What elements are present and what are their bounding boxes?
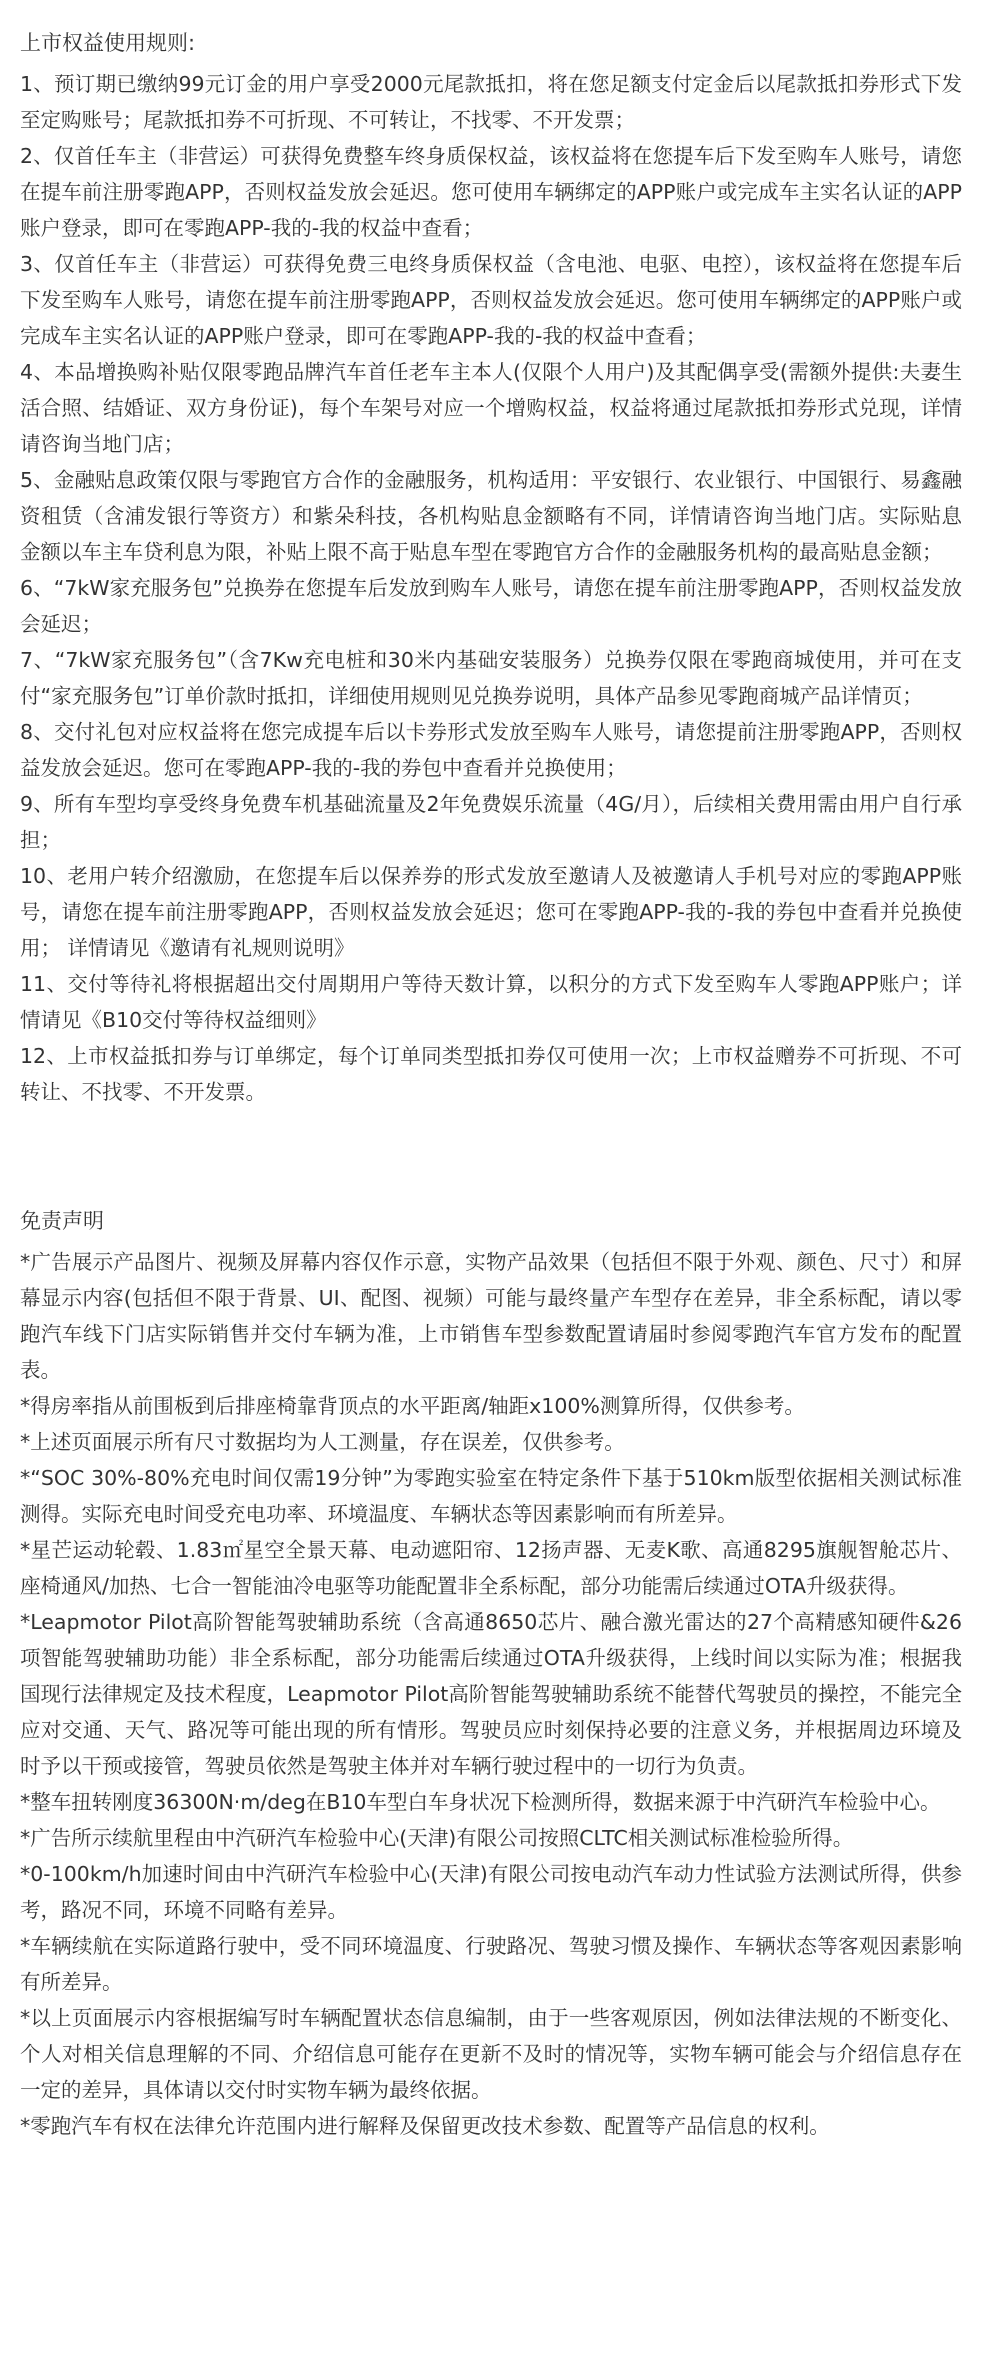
disclaimer-item: *“SOC 30%-80%充电时间仅需19分钟”为零跑实验室在特定条件下基于510km版型依据相关测试标准测得。实际充电时间受充电功率、环境温度、车辆状态等因素影响而有所差异。 [20, 1466, 962, 1526]
rule-item: 10、老用户转介绍激励，在您提车后以保养券的形式发放至邀请人及被邀请人手机号对应的零跑APP账号，请您在提车前注册零跑APP，否则权益发放会延迟；您可在零跑APP-我的-我的券包中查看并兑换使用； 详情请见《邀请有礼规则说明》 [20, 864, 962, 960]
disclaimer-item: *整车扭转刚度36300N·m/deg在B10车型白车身状况下检测所得，数据来源于中汽研汽车检验中心。 [20, 1790, 941, 1814]
disclaimer-item: *车辆续航在实际道路行驶中，受不同环境温度、行驶路况、驾驶习惯及操作、车辆状态等客观因素影响有所差异。 [20, 1934, 962, 1994]
rule-item: 2、仅首任车主（非营运）可获得免费整车终身质保权益，该权益将在您提车后下发至购车人账号，请您在提车前注册零跑APP，否则权益发放会延迟。您可使用车辆绑定的APP账户或完成车主实名认证的APP账户登录，即可在零跑APP-我的-我的权益中查看； [20, 144, 962, 240]
rule-item: 9、所有车型均享受终身免费车机基础流量及2年免费娱乐流量（4G/月），后续相关费用需由用户自行承担； [20, 792, 962, 852]
disclaimer-item: *0-100km/h加速时间由中汽研汽车检验中心(天津)有限公司按电动汽车动力性试验方法测试所得，供参考，路况不同，环境不同略有差异。 [20, 1862, 962, 1922]
rule-item: 6、“7kW家充服务包”兑换券在您提车后发放到购车人账号，请您在提车前注册零跑APP，否则权益发放会延迟； [20, 576, 962, 636]
rules-list [20, 66, 962, 1110]
rule-item: 5、金融贴息政策仅限与零跑官方合作的金融服务，机构适用：平安银行、农业银行、中国银行、易鑫融资租赁（含浦发银行等资方）和紫朵科技，各机构贴息金额略有不同，详情请咨询当地门店。实际贴息金额以车主车贷利息为限，补贴上限不高于贴息车型在零跑官方合作的金融服务机构的最高贴息金额； [20, 468, 962, 564]
rule-item: 12、上市权益抵扣券与订单绑定，每个订单同类型抵扣券仅可使用一次；上市权益赠券不可折现、不可转让、不找零、不开发票。 [20, 1044, 962, 1104]
disclaimer-list [20, 1244, 962, 2144]
disclaimer-section [20, 1204, 962, 2144]
rules-title: 上市权益使用规则: [20, 31, 196, 55]
rules-section [20, 26, 962, 1110]
disclaimer-item: *上述页面展示所有尺寸数据均为人工测量，存在误差，仅供参考。 [20, 1430, 625, 1454]
disclaimer-item: *得房率指从前围板到后排座椅靠背顶点的水平距离/轴距x100%测算所得，仅供参考。 [20, 1394, 805, 1418]
disclaimer-item: *Leapmotor Pilot高阶智能驾驶辅助系统（含高通8650芯片、融合激光雷达的27个高精感知硬件&26项智能驾驶辅助功能）非全系标配，部分功能需后续通过OTA升级获得，上线时间以实际为准；根据我国现行法律规定及技术程度，Leapmotor Pilot高阶智能驾驶辅助系统不能替代驾驶员的操控，不能完全应对交通、天气、路况等可能出现的所有情形。驾驶员应时刻保持必要的注意义务，并根据周边环境及时予以干预或接管，驾驶员依然是驾驶主体并对车辆行驶过程中的一切行为负责。 [20, 1610, 962, 1778]
disclaimer-item: *零跑汽车有权在法律允许范围内进行解释及保留更改技术参数、配置等产品信息的权利。 [20, 2114, 830, 2138]
rule-item: 3、仅首任车主（非营运）可获得免费三电终身质保权益（含电池、电驱、电控），该权益将在您提车后下发至购车人账号，请您在提车前注册零跑APP，否则权益发放会延迟。您可使用车辆绑定的APP账户或完成车主实名认证的APP账户登录，即可在零跑APP-我的-我的权益中查看； [20, 252, 962, 348]
section-spacer [20, 1110, 962, 1204]
rule-item: 7、“7kW家充服务包”（含7Kw充电桩和30米内基础安装服务）兑换券仅限在零跑商城使用，并可在支付“家充服务包”订单价款时抵扣，详细使用规则见兑换券说明，具体产品参见零跑商城产品详情页； [20, 648, 962, 708]
disclaimer-item: *以上页面展示内容根据编写时车辆配置状态信息编制，由于一些客观原因，例如法律法规的不断变化、个人对相关信息理解的不同、介绍信息可能存在更新不及时的情况等，实物车辆可能会与介绍信息存在一定的差异，具体请以交付时实物车辆为最终依据。 [20, 2006, 962, 2102]
disclaimer-item: *星芒运动轮毂、1.83㎡星空全景天幕、电动遮阳帘、12扬声器、无麦K歌、高通8295旗舰智舱芯片、座椅通风/加热、七合一智能油冷电驱等功能配置非全系标配，部分功能需后续通过OTA升级获得。 [20, 1538, 962, 1598]
disclaimer-title: 免责声明 [20, 1209, 104, 1233]
rule-item: 4、本品增换购补贴仅限零跑品牌汽车首任老车主本人(仅限个人用户)及其配偶享受(需额外提供:夫妻生活合照、结婚证、双方身份证)，每个车架号对应一个增购权益，权益将通过尾款抵扣券形式兑现，详情请咨询当地门店； [20, 360, 962, 456]
rule-item: 11、交付等待礼将根据超出交付周期用户等待天数计算，以积分的方式下发至购车人零跑APP账户；详情请见《B10交付等待权益细则》 [20, 972, 962, 1032]
rule-item: 8、交付礼包对应权益将在您完成提车后以卡券形式发放至购车人账号，请您提前注册零跑APP，否则权益发放会延迟。您可在零跑APP-我的-我的券包中查看并兑换使用； [20, 720, 962, 780]
rule-item: 1、预订期已缴纳99元订金的用户享受2000元尾款抵扣，将在您足额支付定金后以尾款抵扣券形式下发至定购账号；尾款抵扣券不可折现、不可转让，不找零、不开发票； [20, 72, 962, 132]
disclaimer-item: *广告所示续航里程由中汽研汽车检验中心(天津)有限公司按照CLTC相关测试标准检验所得。 [20, 1826, 854, 1850]
disclaimer-item: *广告展示产品图片、视频及屏幕内容仅作示意，实物产品效果（包括但不限于外观、颜色、尺寸）和屏幕显示内容(包括但不限于背景、UI、配图、视频）可能与最终量产车型存在差异，非全系标配，请以零跑汽车线下门店实际销售并交付车辆为准，上市销售车型参数配置请届时参阅零跑汽车官方发布的配置表。 [20, 1250, 962, 1382]
